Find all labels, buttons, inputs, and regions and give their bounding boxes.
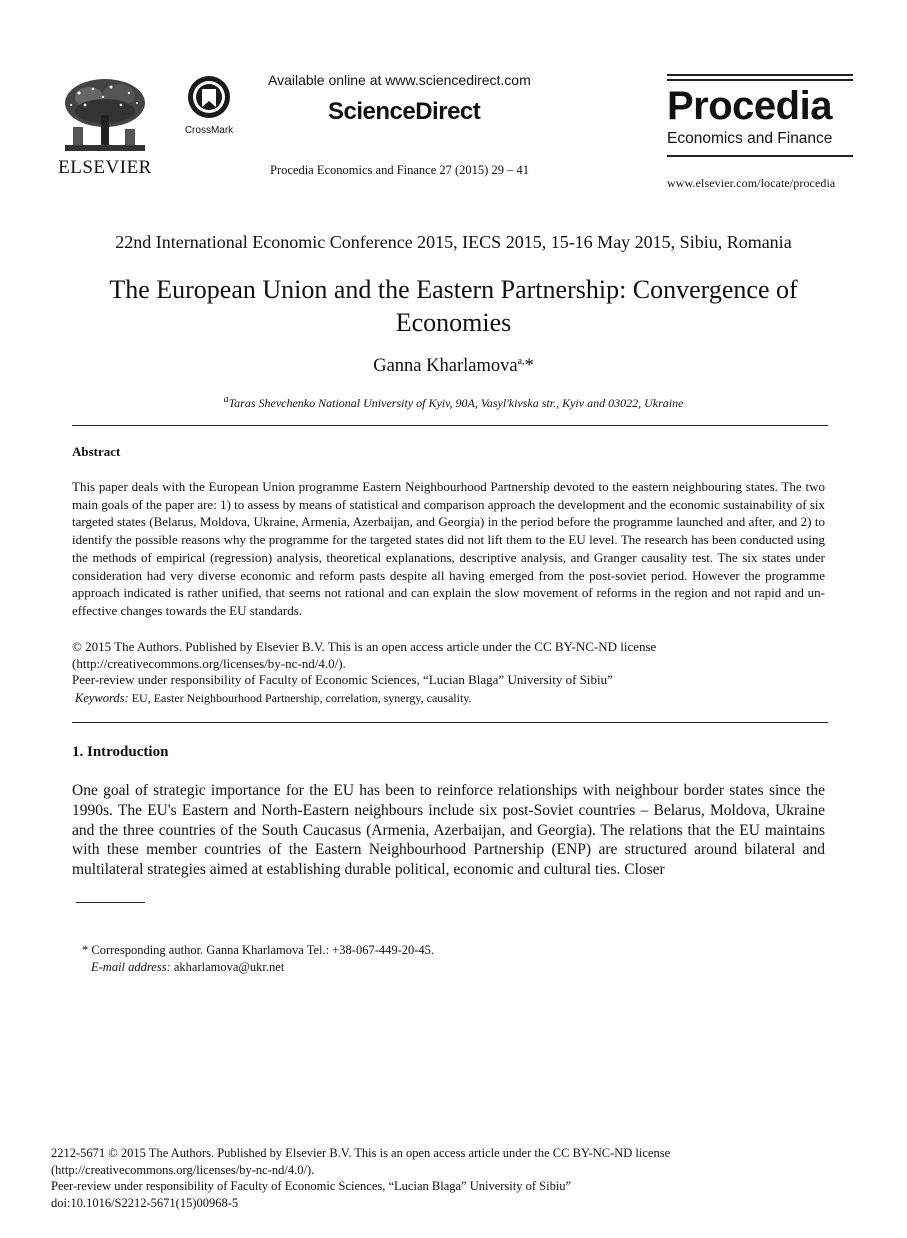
affiliation (0, 394, 907, 411)
procedia-url[interactable]: www.elsevier.com/locate/procedia (667, 176, 836, 190)
introduction-heading: 1. Introduction (72, 744, 169, 760)
doi[interactable]: doi:10.1016/S2212-5671(15)00968-5 (51, 1195, 239, 1210)
elsevier-tree-icon (59, 75, 151, 157)
bottom-license-link[interactable]: (http://creativecommons.org/licenses/by-nc-nd/4.0/). (51, 1162, 315, 1177)
peer-review-line: Peer-review under responsibility of Faculty of Economic Sciences, “Lucian Blaga” University of Sibiu” (72, 672, 613, 687)
copyright-line: © 2015 The Authors. Published by Elsevier B.V. This is an open access article under the CC BY-NC-ND license (72, 639, 657, 654)
journal-reference: Procedia Economics and Finance 27 (2015) 29 – 41 (270, 163, 529, 177)
publisher-name: ELSEVIER (58, 157, 152, 178)
bottom-license (51, 1145, 871, 1211)
license-link[interactable]: (http://creativecommons.org/licenses/by-nc-nd/4.0/). (72, 655, 346, 671)
crossmark-label: CrossMark (184, 125, 234, 136)
divider-bottom (72, 722, 828, 723)
abstract-heading: Abstract (72, 444, 121, 459)
procedia-title: Procedia (667, 84, 832, 128)
footnote-rule (76, 902, 145, 903)
abstract-copyright (72, 639, 825, 689)
author-name: Ganna Kharlamova (373, 356, 518, 377)
affiliation-text: Taras Shevchenko National University of Kyiv, 90A, Vasyl'kivska str., Kyiv and 03022, Ukraine (228, 396, 684, 410)
affiliation-superscript: a (223, 394, 229, 405)
keywords-label: Keywords: (75, 691, 129, 705)
sciencedirect-logo: ScienceDirect (328, 98, 481, 125)
conference-line: 22nd International Economic Conference 2015, IECS 2015, 15-16 May 2015, Sibiu, Romania (115, 232, 792, 252)
corresponding-author: * Corresponding author. Ganna Kharlamova Tel.: +38-067-449-20-45. (82, 943, 435, 957)
masthead-rule (667, 74, 853, 76)
crossmark-badge[interactable] (178, 75, 240, 136)
author-superscript: a, (517, 356, 525, 367)
abstract-text: This paper deals with the European Union programme Eastern Neighbourhood Partnership devoted to the eastern neighbouring states. The two main goals of the paper are: 1) to assess by means of statistical and comparison approach the development and the economic sustainability of six targeted states (Belarus, Moldova, Ukraine, Armenia, Azerbaijan, and Georgia) in the period before the programme launched and after, and 2) to identify the possible reasons why the programme for the targeted states did not lift them to the EU level. The research has been conducted using the methods of empirical (regression) analysis, theoretical explanations, descriptive analysis, and Granger causality test. The six states under consideration had very diverse economic and reform pasts despite all having emerged from the post-soviet period. However the programme approach indicated is rather unified, that seems not rational and can explain the slow movement of reforms in the region and not rapid and un-effective changes towards the EU standards. (72, 479, 825, 618)
divider-top (72, 425, 828, 426)
email-label: E-mail address: (91, 960, 171, 974)
author-star: * (524, 356, 534, 377)
bottom-peer-review: Peer-review under responsibility of Faculty of Economic Sciences, “Lucian Blaga” University of Sibiu” (51, 1179, 572, 1193)
available-online: Available online at www.sciencedirect.com (268, 72, 531, 88)
introduction-text: One goal of strategic importance for the EU has been to reinforce relationships with neighbour border states since the 1990s. The EU's Eastern and North-Eastern neighbours include six post-Soviet countries – Belarus, Moldova, Ukraine and the three countries of the South Caucasus (Armenia, Azerbaijan, and Georgia). The relations that the EU maintains with these member countries of the Eastern Neighbourhood Partnership (ENP) are structured around bilateral and multilateral strategies aimed at establishing durable political, economic and cultural ties. Closer (72, 782, 825, 879)
masthead-rule (667, 155, 853, 157)
procedia-subtitle: Economics and Finance (667, 130, 833, 147)
masthead-rule (667, 79, 853, 81)
keywords-list: EU, Easter Neighbourhood Partnership, correlation, synergy, causality. (128, 691, 472, 705)
issn-license-line: 2212-5671 © 2015 The Authors. Published by Elsevier B.V. This is an open access article under the CC BY-NC-ND license (51, 1146, 671, 1160)
email-address[interactable]: akharlamova@ukr.net (170, 960, 285, 974)
email-line (91, 960, 284, 975)
keywords (75, 691, 472, 706)
procedia-masthead (667, 74, 853, 160)
elsevier-logo (55, 75, 155, 180)
paper-title: The European Union and the Eastern Partnership: Convergence of Economies (109, 275, 798, 337)
crossmark-icon (187, 75, 231, 119)
author-line (0, 356, 907, 377)
